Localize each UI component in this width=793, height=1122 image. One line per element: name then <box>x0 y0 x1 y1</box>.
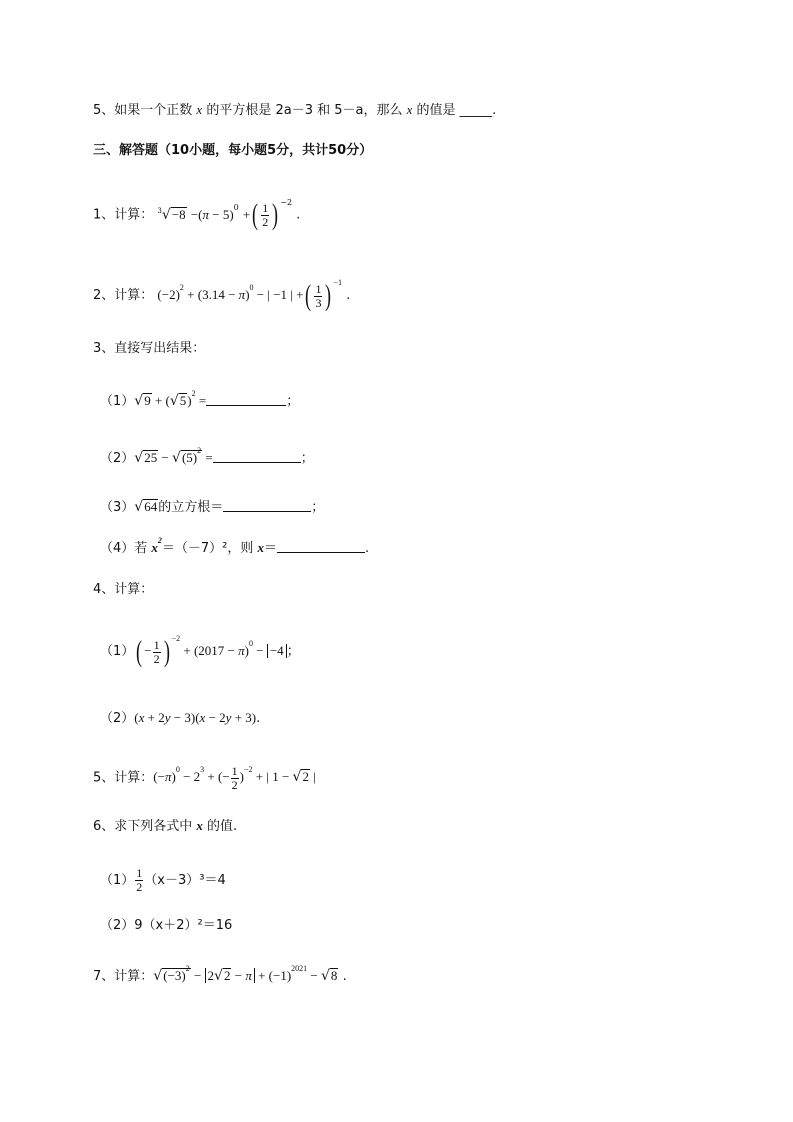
semicolon: ； <box>311 500 325 515</box>
var-x-squared: $x^2$ <box>151 536 162 555</box>
part-text: （x－3）³＝4 <box>144 873 226 888</box>
period: . <box>492 103 497 118</box>
question-4-label: 4、计算： <box>93 582 154 597</box>
fraction-half: $\frac{1}{2}$ <box>136 866 143 894</box>
question-4-part-2 <box>100 708 260 729</box>
question-3-label: 3、直接写出结果： <box>93 341 206 356</box>
question-label: 5、计算： <box>93 770 154 786</box>
var-x: x <box>406 102 413 117</box>
var-x: x <box>196 818 203 833</box>
question-3-part-2 <box>100 448 314 469</box>
period: . <box>256 711 261 726</box>
formula-q1: $^3√-8 -(\pi - 5)^0$ +( $\frac{1}{2}$ ) $^{-2}$ <box>157 197 293 231</box>
period: . <box>346 287 351 303</box>
question-6-label <box>93 816 237 837</box>
question-6-part-2: （2）9（x＋2）²＝16 <box>100 918 233 933</box>
part-label: （2） <box>100 711 135 726</box>
section-header: 三、解答题（10小题，每小题5分，共计50分） <box>93 143 373 158</box>
part-label: （1） <box>100 394 135 409</box>
period: . <box>342 969 347 984</box>
question-1 <box>93 197 301 231</box>
question-5 <box>93 765 316 792</box>
question-label: 的值. <box>202 819 238 834</box>
fill-question-text: 和 <box>312 103 335 118</box>
answer-blank <box>223 499 311 512</box>
question-2 <box>93 277 351 312</box>
answer-blank <box>213 450 301 463</box>
answer-blank <box>277 540 365 553</box>
question-3-part-4 <box>100 538 369 559</box>
equals: ＝ <box>264 541 278 556</box>
question-7 <box>93 966 347 987</box>
formula-q3-2: $√25 - √(5)^2$ = <box>134 446 213 466</box>
formula-q5: $(-\pi)^0 - 2^3$ + (− $\frac{1}{2}$ )$^{-2}$ + | 1 − √2 | <box>153 764 316 792</box>
answer-blank <box>206 393 286 406</box>
part-label: （2） <box>100 451 135 466</box>
var-x: x <box>257 540 265 555</box>
question-3-part-3 <box>100 497 324 518</box>
semicolon: ； <box>286 394 300 409</box>
fill-question-text: ，那么 <box>363 103 407 118</box>
expr-5-a: 5－a <box>334 103 364 118</box>
part-label: （1） <box>100 643 135 659</box>
period: . <box>296 207 301 223</box>
question-label: 2、计算： <box>93 287 154 303</box>
var-x: x <box>196 102 203 117</box>
answer-blank: _____ <box>459 103 493 118</box>
formula-q3-1: $√9 + (√5)^2$ = <box>134 389 207 409</box>
fill-question-5 <box>93 100 496 121</box>
question-6-part-1 <box>100 867 226 894</box>
fill-question-text: 的值是 <box>412 103 460 118</box>
period: . <box>365 541 370 556</box>
question-4-part-1 <box>100 633 300 668</box>
semicolon: ； <box>286 643 300 659</box>
question-label: 6、求下列各式中 <box>93 819 197 834</box>
formula-q2: $(-2)^2 + (3.14 - \pi)^0$ − | −1 | +( $\frac{1}{3}$ ) $^{-1}$ <box>157 277 342 312</box>
formula-q4-1: ( − $\frac{1}{2}$ ) $^{-2} + (2017 - \pi)^0 - -4$ <box>134 643 286 658</box>
expr-2a-3: 2a－3 <box>275 103 313 118</box>
part-text: ＝（－7）²，则 <box>161 541 258 556</box>
part-label: （1） <box>100 873 135 888</box>
part-label: （4）若 <box>100 541 152 556</box>
formula-q7: $√(-3)^2 - 2√2 - \pi + (-1)^{2021} - √8$ <box>153 964 338 984</box>
question-label: 1、计算： <box>93 207 154 223</box>
question-label: 7、计算： <box>93 969 154 984</box>
question-3-part-1 <box>100 391 299 412</box>
part-label: （3） <box>100 500 135 515</box>
formula-q4-2: (x + 2y − 3)(x − 2y + 3) <box>134 710 257 725</box>
part-text: 的立方根＝ <box>158 500 224 515</box>
fill-question-text: 的平方根是 <box>202 103 276 118</box>
fill-question-text: 5、如果一个正数 <box>93 103 197 118</box>
formula-q3-3: √64 <box>134 499 158 515</box>
semicolon: ； <box>300 451 314 466</box>
